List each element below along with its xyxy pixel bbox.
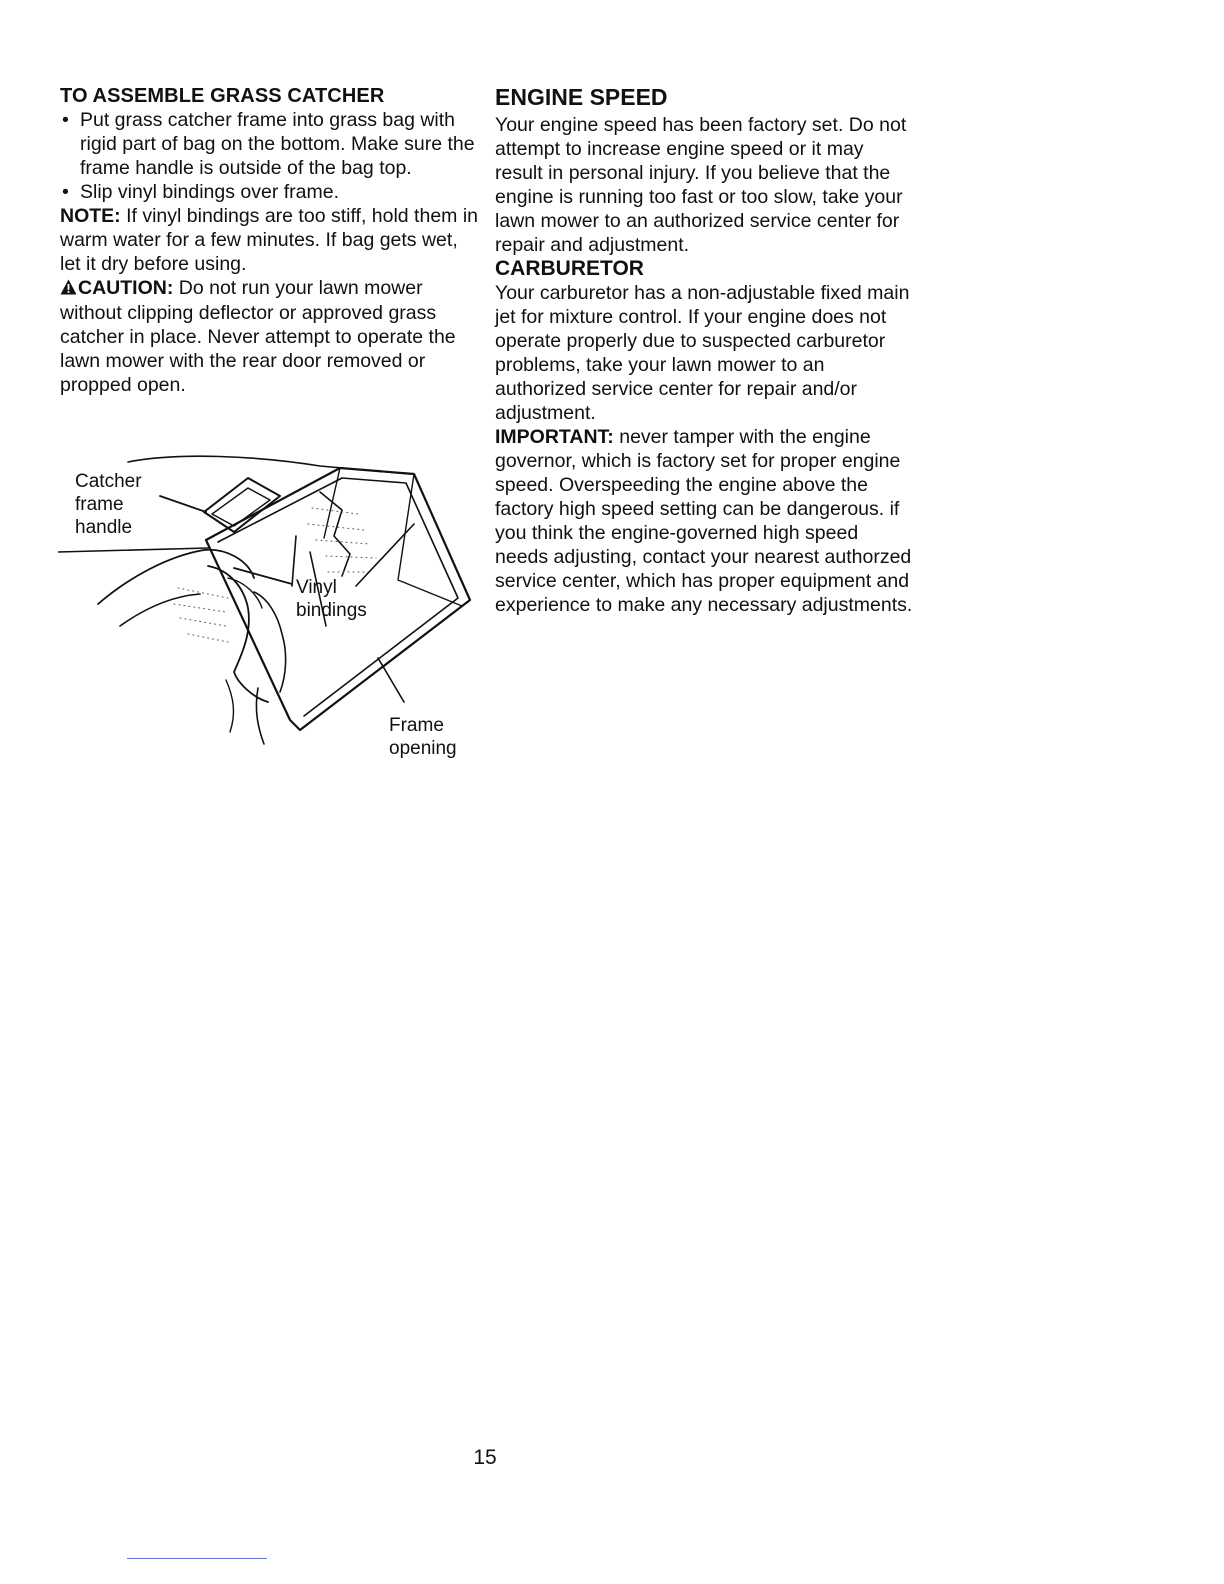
note-text: If vinyl bindings are too stiff, hold them in warm water for a few minutes. If bag gets wet, let it dry before using. xyxy=(60,205,479,275)
caution-text: Do not run your lawn mower without clipping deflector or approved grass catcher in place. Never attempt to operate the lawn mower with the rear door removed or propped open. xyxy=(60,277,456,396)
bullet-icon: • xyxy=(62,109,69,131)
warning-triangle-icon xyxy=(60,277,77,301)
catcher-frame-handle-label xyxy=(75,470,142,539)
caution-label: CAUTION: xyxy=(78,277,174,299)
assembly-steps-list xyxy=(60,108,480,204)
important-label: IMPORTANT: xyxy=(495,426,614,448)
frame-opening-label xyxy=(389,714,457,760)
engine-speed-text: Your engine speed has been factory set. Do not attempt to increase engine speed or it may result in personal injury. If you believe that the engine is running too fast or too slow, take your lawn mower to an authorized service center for repair and adjustment. xyxy=(495,114,907,256)
assemble-grass-catcher-heading: TO ASSEMBLE GRASS CATCHER xyxy=(60,85,385,107)
left-column xyxy=(60,84,480,397)
carburetor-text: Your carburetor has a non-adjustable fixed main jet for mixture control. If your engine does not operate properly due to suspected carburetor problems, take your lawn mower to an authorized service center for repair and/or adjustment. xyxy=(495,282,910,424)
label-line: Catcher xyxy=(75,471,142,492)
label-line: bindings xyxy=(296,600,367,621)
vinyl-bindings-label xyxy=(296,576,367,622)
label-line: handle xyxy=(75,517,133,538)
assembly-step-text: Put grass catcher frame into grass bag with rigid part of bag on the bottom. Make sure the frame handle is outside of the bag top. xyxy=(80,109,475,179)
caution-paragraph xyxy=(60,276,480,397)
label-line: frame xyxy=(75,494,124,515)
note-paragraph xyxy=(60,204,480,276)
assembly-step-1 xyxy=(60,108,480,180)
assembly-step-2 xyxy=(60,180,480,204)
engine-speed-heading: ENGINE SPEED xyxy=(495,84,668,110)
page-number: 15 xyxy=(473,1446,497,1469)
note-label: NOTE: xyxy=(60,205,121,227)
label-line: Frame xyxy=(389,715,444,736)
carburetor-heading: CARBURETOR xyxy=(495,257,644,280)
label-line: opening xyxy=(389,738,457,759)
important-paragraph xyxy=(495,425,915,617)
bullet-icon: • xyxy=(62,181,69,203)
assembly-step-text: Slip vinyl bindings over frame. xyxy=(80,181,340,203)
right-column xyxy=(495,84,915,617)
label-line: Vinyl xyxy=(296,577,337,598)
bottom-divider xyxy=(127,1558,267,1559)
important-text: never tamper with the engine governor, which is factory set for proper engine speed. Overspeeding the engine above the factory high speed setting can be dangerous. if you think the engine-governed high speed needs adjusting, contact your nearest authorzed service center, which has proper equipment and experience to make any necessary adjustments. xyxy=(495,426,913,616)
grass-catcher-assembly-illustration xyxy=(58,448,478,768)
